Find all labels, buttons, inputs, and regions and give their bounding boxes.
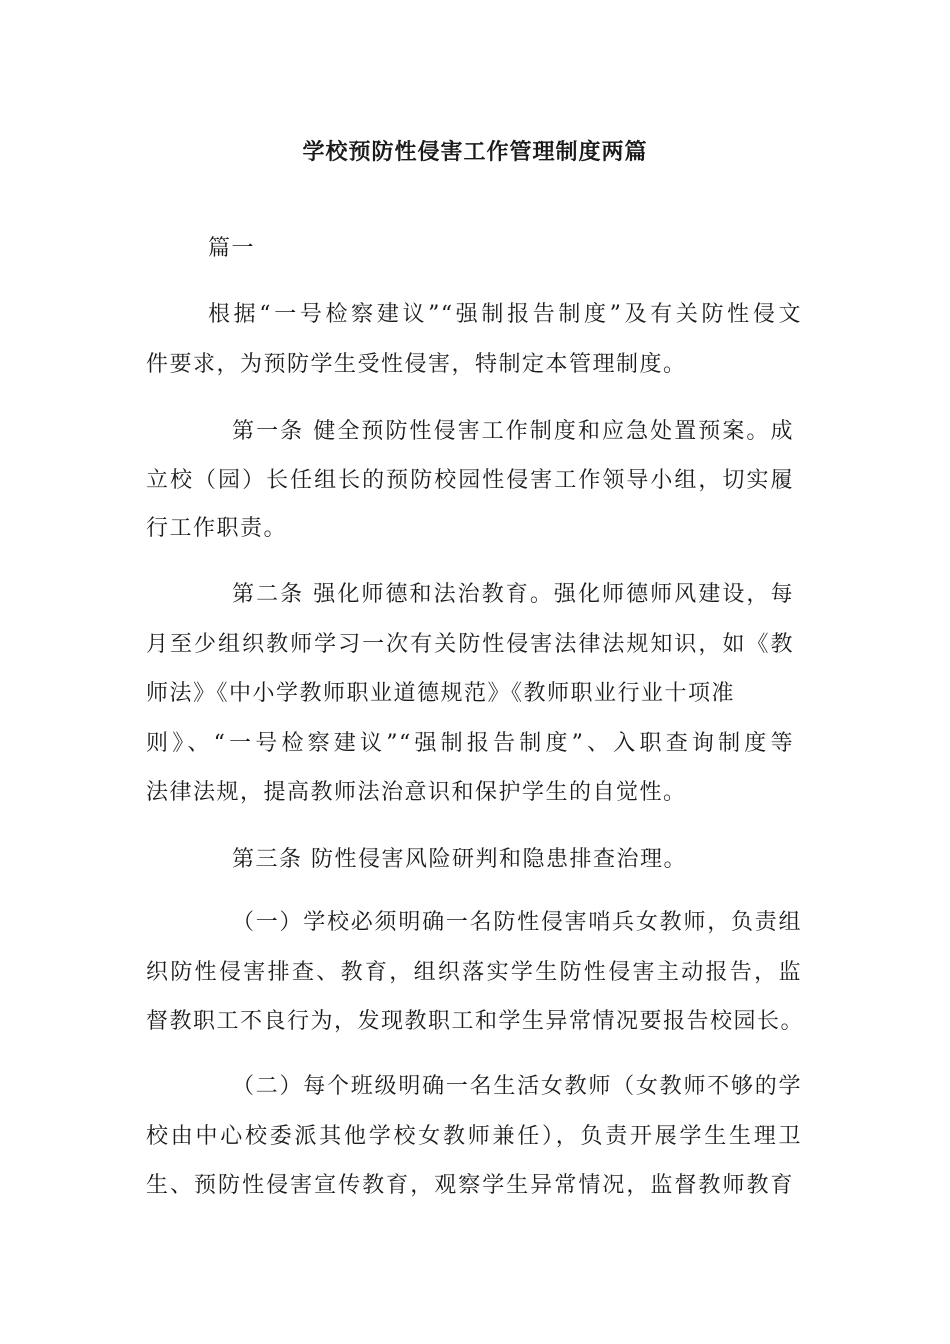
paragraph-line: 督教职工不良行为，发现教职工和学生异常情况要报告校园长。 xyxy=(146,1009,805,1034)
paragraph-line: 第一条 健全预防性侵害工作制度和应急处置预案。成 xyxy=(232,419,794,444)
paragraph-line: 根据“一号检察建议”“强制报告制度”及有关防性侵文 xyxy=(208,302,802,327)
paragraph-line: 立校（园）长任组长的预防校园性侵害工作领导小组，切实履 xyxy=(146,468,794,493)
document-title: 学校预防性侵害工作管理制度两篇 xyxy=(302,139,648,165)
paragraph-line: 行工作职责。 xyxy=(146,516,288,541)
paragraph-line: （一）学校必须明确一名防性侵害哨兵女教师，负责组 xyxy=(232,910,802,935)
paragraph-line: 第三条 防性侵害风险研判和隐患排查治理。 xyxy=(232,847,687,872)
paragraph-line: 织防性侵害排查、教育，组织落实学生防性侵害主动报告，监 xyxy=(146,960,802,985)
paragraph-line: 则》、“一号检察建议”“强制报告制度”、入职查询制度等 xyxy=(146,731,794,756)
paragraph-line: 第二条 强化师德和法治教育。强化师德师风建设，每 xyxy=(232,582,794,607)
paragraph-line: 法律法规，提高教师法治意识和保护学生的自觉性。 xyxy=(146,780,687,805)
paragraph-line: 校由中心校委派其他学校女教师兼任），负责开展学生生理卫 xyxy=(146,1124,802,1149)
paragraph-line: 月至少组织教师学习一次有关防性侵害法律法规知识，如《教 xyxy=(146,632,794,657)
paragraph-line: （二）每个班级明确一名生活女教师（女教师不够的学 xyxy=(232,1074,802,1099)
section-heading: 篇一 xyxy=(208,236,256,261)
paragraph-line: 生、预防性侵害宣传教育，观察学生异常情况，监督教师教育 xyxy=(146,1173,794,1198)
paragraph-line: 师法》《中小学教师职业道德规范》《教师职业行业十项准 xyxy=(146,681,736,706)
paragraph-line: 件要求，为预防学生受性侵害，特制定本管理制度。 xyxy=(146,352,687,377)
